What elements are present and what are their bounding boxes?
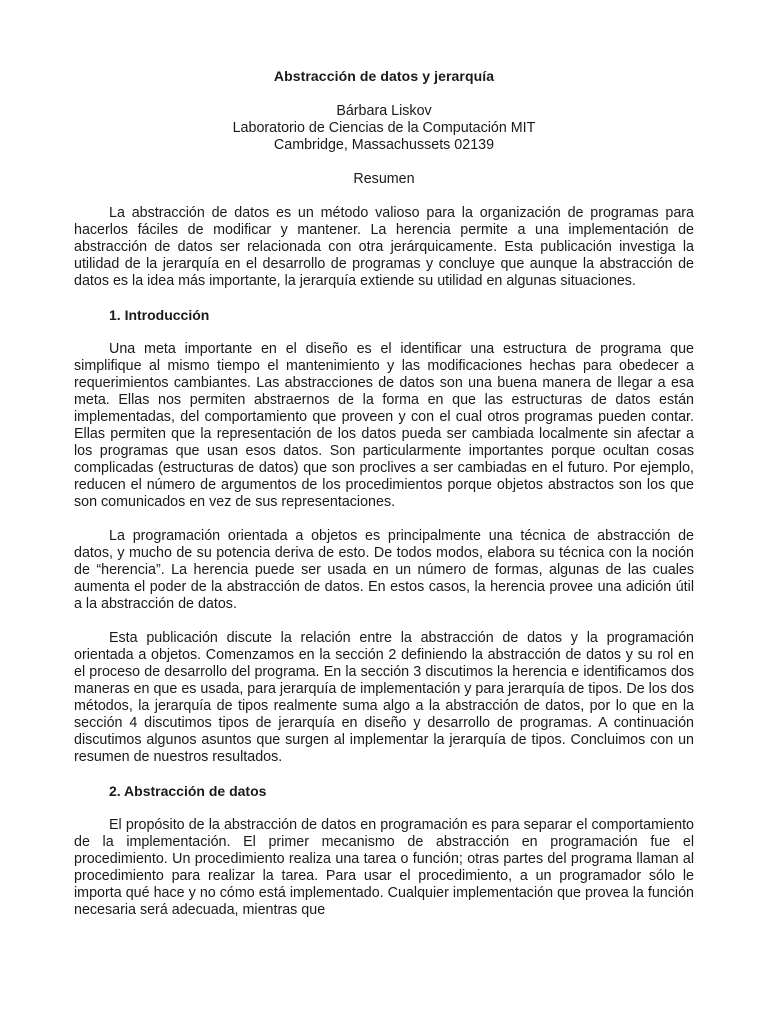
author-location: Cambridge, Massachussets 02139 [273, 137, 495, 153]
paragraph: Una meta importante en el diseño es el identificar una estructura de programa que simplifique al mismo tiempo el mantenimiento y las modificaciones hechas para obedecer a requerimientos cambiantes. Las abstracciones de datos son una buena manera de llegar a esa meta. Ellas nos permiten abstraernos de la forma en que las estructuras de datos están implementadas, del comportamiento que proveen y con el cual otros programas pueden contar. Ellas permiten que la representación de los datos pueda ser cambiada localmente sin afectar a los programas que usan esos datos. Son particularmente importantes porque ocultan cosas complicadas (estructuras de datos) que son proclives a ser cambiadas en el futuro. Por ejemplo, reducen el número de argumentos de los procedimientos porque objetos abstractos son los que son comunicados en vez de sus representaciones. [74, 341, 694, 510]
section-heading-data-abstraction: 2. Abstracción de datos [109, 783, 267, 799]
paragraph: El propósito de la abstracción de datos en programación es para separar el comportamiento de la implementación. El primer mecanismo de abstracción en programación fue el procedimiento. Un procedimiento realiza una tarea o función; otras partes del programa llaman al procedimiento para realizar la tarea. Para usar el procedimiento, a un programador sólo le importa qué hace y no cómo está implementado. Cualquier implementación que provea la función necesaria será adecuada, mientras que [74, 817, 694, 918]
paragraph: Esta publicación discute la relación entre la abstracción de datos y la programación orientada a objetos. Comenzamos en la sección 2 definiendo la abstracción de datos y su rol en el proceso de desarrollo del programa. En la sección 3 discutimos la herencia e identificamos dos maneras en que es usada, para jerarquía de implementación y para jerarquía de tipos. De los dos métodos, la jerarquía de tipos realmente suma algo a la abstracción de datos, por lo que en la sección 4 discutimos tipos de jerarquía en diseño y desarrollo de programas. A continuación discutimos algunos asuntos que surgen al implementar la jerarquía de tipos. Concluimos con un resumen de nuestros resultados. [74, 630, 694, 765]
abstract-paragraph: La abstracción de datos es un método valioso para la organización de programas para hacerlos fáciles de modificar y mantener. La herencia permite a una implementación de abstracción de datos ser relacionada con otra jerárquicamente. Esta publicación investiga la utilidad de la jerarquía en el desarrollo de programas y concluye que aunque la abstracción de datos es la idea más importante, la jerarquía extiende su utilidad en algunas situaciones. [74, 205, 694, 289]
author-name: Bárbara Liskov [336, 103, 432, 119]
document-title: Abstracción de datos y jerarquía [273, 68, 495, 84]
abstract-heading: Resumen [353, 171, 415, 187]
author-block [74, 103, 694, 154]
section-heading-introduction: 1. Introducción [109, 307, 210, 323]
document-page [74, 64, 694, 919]
paragraph: La programación orientada a objetos es principalmente una técnica de abstracción de datos, y mucho de su potencia deriva de esto. De todos modos, elabora su técnica con la noción de “herencia”. La herencia puede ser usada en un número de formas, algunas de las cuales aumenta el poder de la abstracción de datos. En estos casos, la herencia provee una adición útil a la abstracción de datos. [74, 528, 694, 612]
author-affiliation: Laboratorio de Ciencias de la Computación MIT [232, 120, 536, 136]
